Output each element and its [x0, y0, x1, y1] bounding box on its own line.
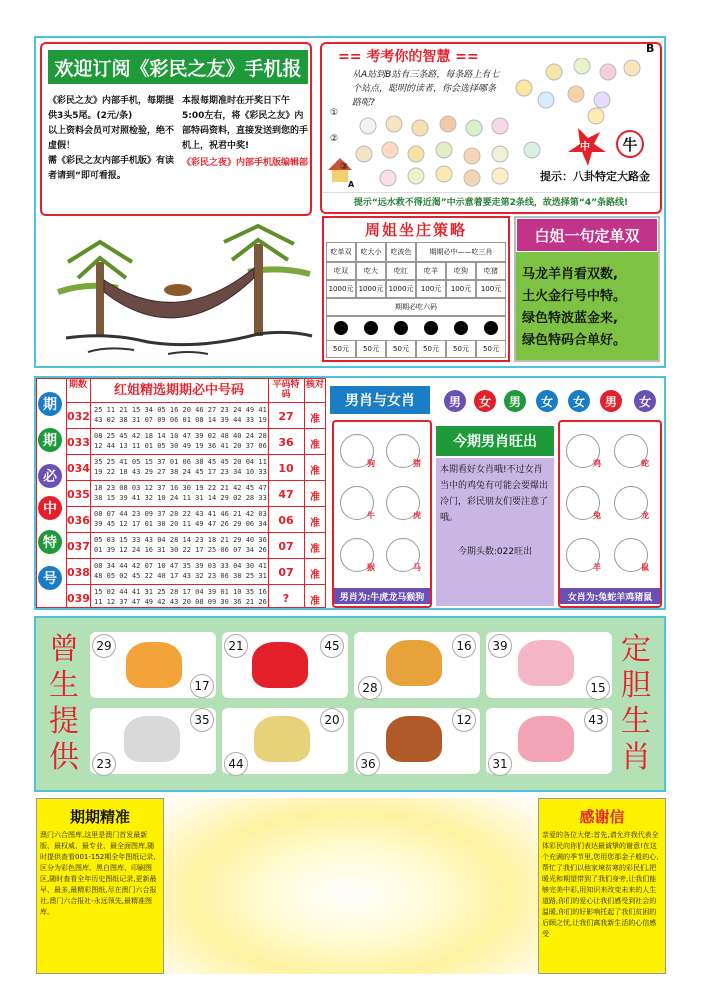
row-numbers: 18 23 08 03 12 37 16 30 19 22 21 42 45 47 38 15 39 41 32 10 24 11 31 14 29 02 28 33	[94, 484, 267, 502]
subscribe-title: 欢迎订阅《彩民之友》手机报	[48, 50, 308, 84]
subscribe-right-line: 本报每期准时在开奖日下午5:00左右，将《彩民之友》内部特码资料，直接发送到您的手机上，祝君中奖!	[182, 96, 309, 151]
zhou-cell: 期期必中——吃三肖	[416, 242, 506, 262]
tile-number: 12	[452, 708, 476, 732]
tile-number: 17	[190, 674, 214, 698]
vertical-ball: 期	[38, 428, 62, 452]
black-ball-icon	[364, 321, 378, 335]
gender-ball: 男	[600, 390, 622, 412]
center-glow	[164, 798, 538, 974]
quiz-center-badge: 中	[580, 142, 590, 153]
zhou-ball-row	[326, 316, 506, 340]
zodiac-tiger-icon: 虎	[386, 486, 420, 520]
zodiac-rabbit-icon: 兔	[566, 486, 600, 520]
precise-title: 期期精准	[69, 808, 130, 826]
zhou-cell: 50元	[446, 340, 476, 358]
verse-line: 马龙羊肖看双数,	[522, 267, 618, 282]
quiz-path-1-label: ①	[330, 108, 339, 118]
zhou-cell: 50元	[386, 340, 416, 358]
row-check: 准	[310, 544, 320, 555]
tile-number: 31	[488, 752, 512, 776]
zhou-cell: 吃红	[386, 262, 416, 280]
verse-line: 土火金行号中特。	[522, 289, 627, 304]
row-numbers: 35 25 41 05 15 37 01 06 38 45 45 20 04 11 19 22 18 43 29 27 38 24 45 17 23 34 10 33	[94, 458, 267, 476]
row-issue: 032	[67, 410, 90, 423]
black-ball-icon	[334, 321, 348, 335]
female-footer: 女肖为:兔蛇羊鸡猪鼠	[560, 588, 660, 604]
left-vertical-text: 曾 生 提 供	[49, 632, 79, 775]
dog-icon	[254, 716, 310, 762]
right-vertical-text: 定 胆 生 肖	[621, 632, 651, 775]
quiz-title: == 考考你的智慧 ==	[338, 49, 479, 65]
quiz-station-a: A	[348, 180, 355, 189]
row-numbers: 08 25 45 42 18 14 10 47 39 02 48 40 24 28 12 44 13 11 01 05 30 49 19 36 41 20 37 06	[94, 432, 267, 450]
quiz-station-b: B	[646, 42, 655, 55]
row-issue: 036	[67, 514, 90, 527]
header-issue: 期数	[68, 380, 87, 390]
zodiac-monkey-icon: 猴	[340, 538, 374, 572]
tiger-icon	[386, 640, 442, 686]
zodiac-rooster-icon: 鸡	[566, 434, 600, 468]
zhou-cell: 吃单双	[326, 242, 356, 262]
gender-ball: 女	[536, 390, 558, 412]
black-ball-icon	[454, 321, 468, 335]
vertical-ball: 号	[38, 566, 62, 590]
vertical-ball: 特	[38, 530, 62, 554]
tile-number: 23	[92, 752, 116, 776]
zodiac-dog-icon: 狗	[340, 434, 374, 468]
quiz-animal-nodes	[356, 58, 640, 186]
quiz-path-2-label: ②	[330, 134, 339, 144]
subscribe-right-text	[182, 94, 308, 171]
subscribe-editor-line: 《彩民之夜》内部手机版编辑部	[182, 158, 309, 168]
zhou-cell: 吃羊	[416, 262, 446, 280]
row-code: 10	[278, 462, 294, 475]
center-body	[436, 458, 554, 606]
row-numbers: 25 11 21 15 34 05 16 20 46 27 23 24 49 41 43 02 38 31 07 09 06 01 08 14 39 44 33 19	[94, 406, 267, 424]
header-code: 平码特码	[272, 380, 300, 400]
zhou-cell: 吃大小	[356, 242, 386, 262]
row-check: 准	[310, 440, 320, 451]
row-check: 准	[310, 414, 320, 425]
quiz-footer: 提示“远水救不得近渴”中示意着要走第2条线，故选择第“4”条路线!	[322, 192, 660, 210]
row-code: 27	[278, 410, 294, 423]
row-numbers: 08 07 44 23 09 37 28 22 43 41 46 21 42 03 39 45 12 17 01 30 20 11 49 47 26 29 06 34	[94, 510, 267, 528]
row-issue: 039	[67, 592, 90, 605]
thanks-body: 亲爱的各位大佬:首先,请允许我代表全体彩民向你们表达最诚挚的谢意!在这个充满的季节里,您用您那金子般的心,帮忙了我们以他家境贫寒的彩民们,把暖光和期望带到了我们身旁,让我们能够完美中彩,用知识来改变未来的人生道路,你们的爱心让我们感受到社会的温暖,你们的好影响托起了我们贫困的后顾之忧,让我们离我新生活的心信感受	[542, 831, 659, 938]
row-issue: 035	[67, 488, 90, 501]
row-numbers: 15 02 44 41 31 25 28 17 04 39 01 10 35 16 11 12 37 47 49 42 43 20 08 09 30 36 21 26	[94, 588, 267, 606]
center-text: 本期看好女肖哦!不过女肖当中的鸡兔有可能会要爆出冷门，彩民朋友们要注意了哦。	[440, 465, 549, 523]
zhou-cell: 吃狗	[446, 262, 476, 280]
gender-ball: 女	[634, 390, 656, 412]
verse-line: 绿色特码合单好。	[522, 333, 627, 348]
zodiac-snake-icon: 蛇	[614, 434, 648, 468]
zhou-cell: 100元	[446, 280, 476, 298]
rabbit-icon	[518, 640, 574, 686]
row-numbers: 05 03 15 33 43 04 28 14 23 18 21 29 40 36 01 39 12 24 16 31 30 22 17 25 06 07 34 26	[94, 536, 267, 554]
zhou-cell: 50元	[356, 340, 386, 358]
gender-ball: 男	[444, 390, 466, 412]
row-code: 47	[278, 488, 294, 501]
zhou-cell: 吃波色	[386, 242, 416, 262]
zhou-strategy-title: 周姐坐庄策略	[364, 220, 467, 239]
black-ball-icon	[484, 321, 498, 335]
zhou-cell: 期期必吃六码	[326, 298, 506, 316]
vertical-ball: 必	[38, 464, 62, 488]
tile-number: 20	[320, 708, 344, 732]
thanks-title: 感谢信	[579, 808, 625, 826]
quiz-answer-badge: 牛	[616, 130, 644, 158]
zhou-cell: 吃双	[326, 262, 356, 280]
black-ball-icon	[394, 321, 408, 335]
zodiac-pig-icon: 猪	[386, 434, 420, 468]
row-issue: 037	[67, 540, 90, 553]
white-sister-verse	[522, 264, 658, 352]
center-title: 今期男肖旺出	[436, 426, 554, 456]
zodiac-horse-icon: 马	[386, 538, 420, 572]
row-code: 36	[278, 436, 294, 449]
zodiac-rat-icon: 鼠	[614, 538, 648, 572]
row-code: 07	[278, 566, 294, 579]
gender-ball: 女	[474, 390, 496, 412]
zhou-cell: 吃大	[356, 262, 386, 280]
black-ball-icon	[424, 321, 438, 335]
tile-number: 43	[584, 708, 608, 732]
tile-number: 21	[224, 634, 248, 658]
white-sister-title: 白姐一句定单双	[516, 218, 658, 252]
zhou-cell: 50元	[326, 340, 356, 358]
row-check: 准	[310, 570, 320, 581]
tile-number: 35	[190, 708, 214, 732]
row-numbers: 08 34 44 42 07 10 47 35 39 03 33 04 30 41 48 05 02 45 22 40 17 43 32 23 06 38 25 31	[94, 562, 267, 580]
row-issue: 033	[67, 436, 90, 449]
quiz-hint: 提示：八卦特定大路金	[540, 170, 650, 183]
tile-number: 16	[452, 634, 476, 658]
zhou-cell: 1000元	[326, 280, 356, 298]
zodiac-goat-icon: 羊	[566, 538, 600, 572]
male-footer: 男肖为:牛虎龙马猴狗	[334, 588, 430, 604]
horse-icon	[386, 716, 442, 762]
zhou-cell: 100元	[476, 280, 506, 298]
row-code: ?	[282, 592, 290, 605]
zhou-cell: 50元	[416, 340, 446, 358]
dog-sleeping-icon	[164, 284, 192, 296]
goat-icon	[124, 716, 180, 762]
row-check: 准	[310, 596, 320, 607]
tile-number: 15	[586, 676, 610, 700]
precise-body: 澳门六合图库,这里是澳门首发最新版、最权威、最专业、最全面图库,随时提供查看001-152期全年图纸记录,区分为彩色图库、黑白图库、印刷图区,随时查看全年历史图纸记录,更新最早、最多,最精彩图纸,尽在澳门六合报社,澳门六合报社-永远领先,最精准图库。	[40, 831, 157, 916]
gender-ball: 女	[568, 390, 590, 412]
row-check: 准	[310, 518, 320, 529]
row-code: 07	[278, 540, 294, 553]
vertical-ball: 期	[38, 392, 62, 416]
gender-title: 男肖与女肖	[330, 386, 430, 414]
tile-number: 45	[320, 634, 344, 658]
header-check: 核对	[306, 380, 325, 390]
row-issue: 034	[67, 462, 90, 475]
zhou-cell: 100元	[416, 280, 446, 298]
zhou-cell: 1000元	[356, 280, 386, 298]
zodiac-dragon-icon: 龙	[614, 486, 648, 520]
row-check: 准	[310, 492, 320, 503]
quiz-question: 从A站到B站有三条路，每条路上有七个站点，聪明的读者，你会选择哪条路呢?	[352, 70, 500, 108]
subscribe-left-text	[48, 94, 174, 184]
tree-trunk-right	[254, 244, 263, 336]
gender-ball: 男	[504, 390, 526, 412]
header-title: 红姐精选期期必中号码	[113, 383, 244, 398]
pig-icon	[518, 716, 574, 762]
ox-icon	[126, 642, 182, 688]
zhou-cell: 50元	[476, 340, 506, 358]
rooster-icon	[252, 642, 308, 688]
zhou-cell: 1000元	[386, 280, 416, 298]
quiz-path-3-label: ③	[340, 162, 349, 172]
zhou-cell: 吃猪	[476, 262, 506, 280]
tile-number: 29	[92, 634, 116, 658]
subscribe-left-line: 需《彩民之友内部手机版》有读者请到“即可看报。	[48, 156, 175, 181]
tile-number: 39	[488, 634, 512, 658]
row-check: 准	[310, 466, 320, 477]
tile-number: 44	[224, 752, 248, 776]
subscribe-left-line: 以上资料会员可对照检验，绝不虚假！	[48, 126, 175, 151]
row-code: 06	[278, 514, 294, 527]
tree-trunk-left	[96, 262, 104, 336]
vertical-ball: 中	[38, 496, 62, 520]
tile-number: 28	[358, 676, 382, 700]
tile-number: 36	[356, 752, 380, 776]
verse-line: 绿色特波蓝金来,	[522, 311, 618, 326]
center-result: 今期头数:022旺出	[457, 547, 533, 557]
zodiac-ox-icon: 牛	[340, 486, 374, 520]
subscribe-left-line: 《彩民之友》内部手机，每期提供3头5尾。(2元/条)	[48, 96, 175, 121]
hammock-illustration	[48, 222, 314, 364]
row-issue: 038	[67, 566, 90, 579]
